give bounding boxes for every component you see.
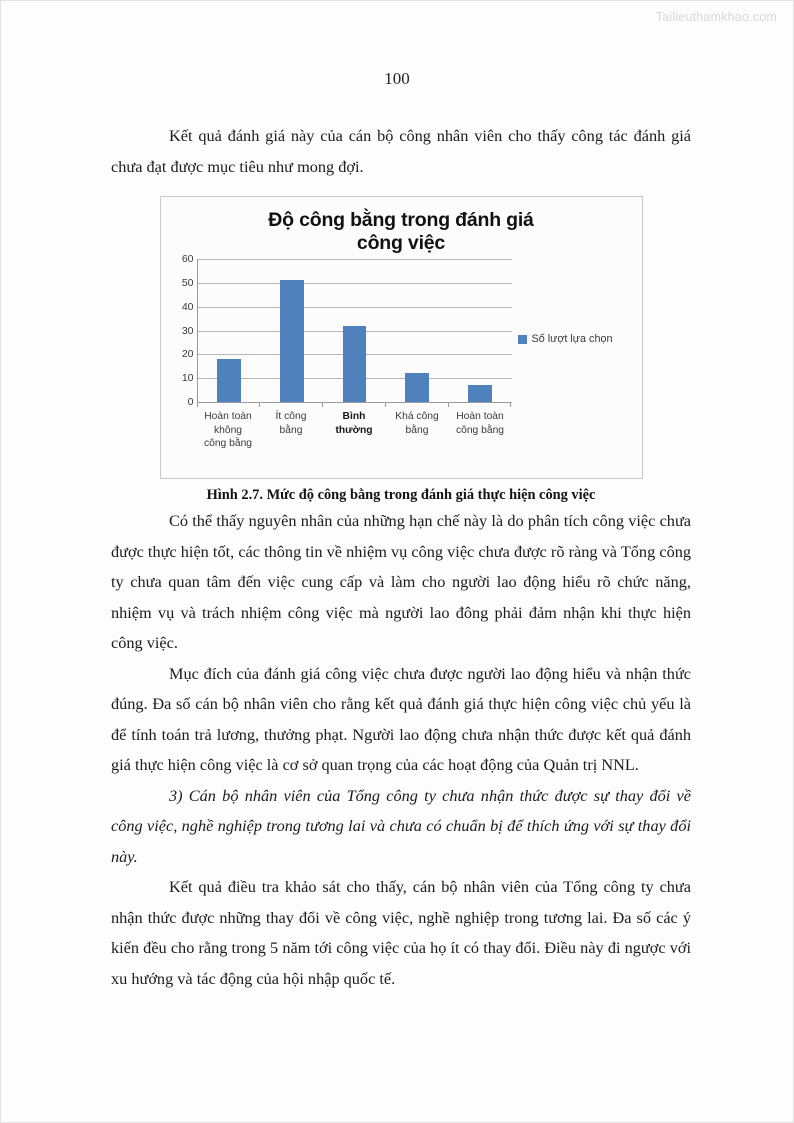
paragraph-1: Kết quả đánh giá này của cán bộ công nhân viên cho thấy công tác đánh giá chưa đạt được mục tiêu như mong đợi. — [111, 126, 691, 176]
bar-slot-1 — [198, 259, 261, 402]
paragraph-5: Kết quả điều tra khảo sát cho thấy, cán bộ nhân viên của Tổng công ty chưa nhận thức được những thay đổi về công việc, nghề nghiệp trong tương lai. Đa số các ý kiến đều cho rằng trong 5 năm tới công việc của họ ít có thay đổi. Điều này đi ngược với xu hướng và tác động của hội nhập quốc tế. — [111, 877, 691, 988]
chart-bars — [198, 259, 512, 402]
y-tick-10: 10 — [181, 372, 194, 385]
chart-grid-region — [167, 253, 512, 408]
x-category-5-line-2: công bằng — [455, 424, 505, 436]
chart-legend — [512, 259, 636, 465]
bar-hoan-toan-cong-bang[interactable] — [468, 385, 492, 402]
page-content — [111, 121, 691, 994]
x-category-2-line-1: Ít công — [275, 411, 307, 422]
watermark-text: Tailieuthamkhao.com — [655, 10, 777, 24]
figure-caption: Hình 2.7. Mức độ công bằng trong đánh giá thực hiện công việc — [206, 487, 596, 503]
bar-slot-4 — [386, 259, 449, 402]
y-axis-tick-labels — [167, 253, 197, 408]
x-category-3 — [323, 407, 386, 451]
chart-title-line-2: công việc — [356, 232, 446, 254]
y-tick-20: 20 — [181, 348, 194, 361]
x-category-1-line-1: Hoàn toàn — [204, 411, 252, 422]
x-category-1 — [197, 407, 260, 451]
y-tick-60: 60 — [181, 253, 194, 265]
x-category-1-line-3: công bằng — [203, 438, 253, 449]
paragraph-4-italic: 3) Cán bộ nhân viên của Tổng công ty chưa nhận thức được sự thay đổi về công việc, nghề nghiệp trong tương lai và chưa có chuẩn bị để thích ứng với sự thay đổi này. — [111, 785, 691, 866]
x-category-5 — [449, 407, 512, 451]
chart-container — [160, 196, 643, 479]
x-category-4 — [386, 407, 449, 451]
bar-slot-5 — [449, 259, 512, 402]
x-category-3-line-1: Bình — [342, 411, 366, 422]
y-tick-40: 40 — [181, 300, 194, 313]
x-category-3-line-2: thường — [335, 424, 373, 436]
gridline-0 — [198, 402, 512, 403]
bar-hoan-toan-khong-cong-bang[interactable] — [217, 359, 241, 402]
bar-binh-thuong[interactable] — [343, 326, 367, 402]
bar-slot-2 — [260, 259, 323, 402]
y-tick-0: 0 — [187, 396, 194, 408]
legend-color-swatch-icon — [518, 335, 527, 344]
bar-kha-cong-bang[interactable] — [405, 373, 429, 402]
x-category-5-line-1: Hoàn toàn — [456, 411, 504, 422]
bar-it-cong-bang[interactable] — [280, 280, 304, 402]
paragraph-3: Mục đích của đánh giá công việc chưa được người lao động hiểu và nhận thức đúng. Đa số cán bộ nhân viên cho rằng kết quả đánh giá thực hiện công việc chủ yếu là để tính toán trả lương, thưởng phạt. Người lao động chưa nhận thức được kết quả đánh giá thực hiện công việc là cơ sở quan trọng của các hoạt động của Quản trị NNL. — [111, 663, 691, 774]
figure-2-7 — [111, 196, 691, 504]
y-tick-50: 50 — [181, 276, 194, 289]
legend-label-so-luot-lua-chon: Số lượt lựa chọn — [531, 333, 613, 345]
chart-title — [167, 209, 636, 255]
x-axis-category-labels — [197, 407, 512, 451]
chart-title-line-1: Độ công bằng trong đánh giá — [268, 209, 534, 231]
chart-plot — [197, 259, 512, 402]
y-tick-30: 30 — [181, 324, 194, 337]
chart-plot-wrapper — [167, 253, 636, 465]
page-number: 100 — [384, 69, 410, 88]
bar-slot-3 — [323, 259, 386, 402]
x-category-4-line-1: Khá công — [395, 411, 439, 422]
x-category-2-line-2: bằng — [279, 424, 303, 436]
paragraph-2: Có thể thấy nguyên nhân của những hạn chế này là do phân tích công việc chưa được thực hiện tốt, các thông tin về nhiệm vụ công việc chưa được rõ ràng và Tổng công ty chưa quan tâm đến việc cung cấp và làm cho người lao động hiểu rõ chức năng, nhiệm vụ và trách nhiệm công việc mà người lao đông phải đảm nhận khi thực hiện công việc. — [111, 511, 691, 652]
x-category-2 — [260, 407, 323, 451]
chart-plot-area — [167, 253, 512, 465]
x-category-4-line-2: bằng — [405, 424, 429, 436]
x-category-1-line-2: không — [213, 424, 243, 436]
